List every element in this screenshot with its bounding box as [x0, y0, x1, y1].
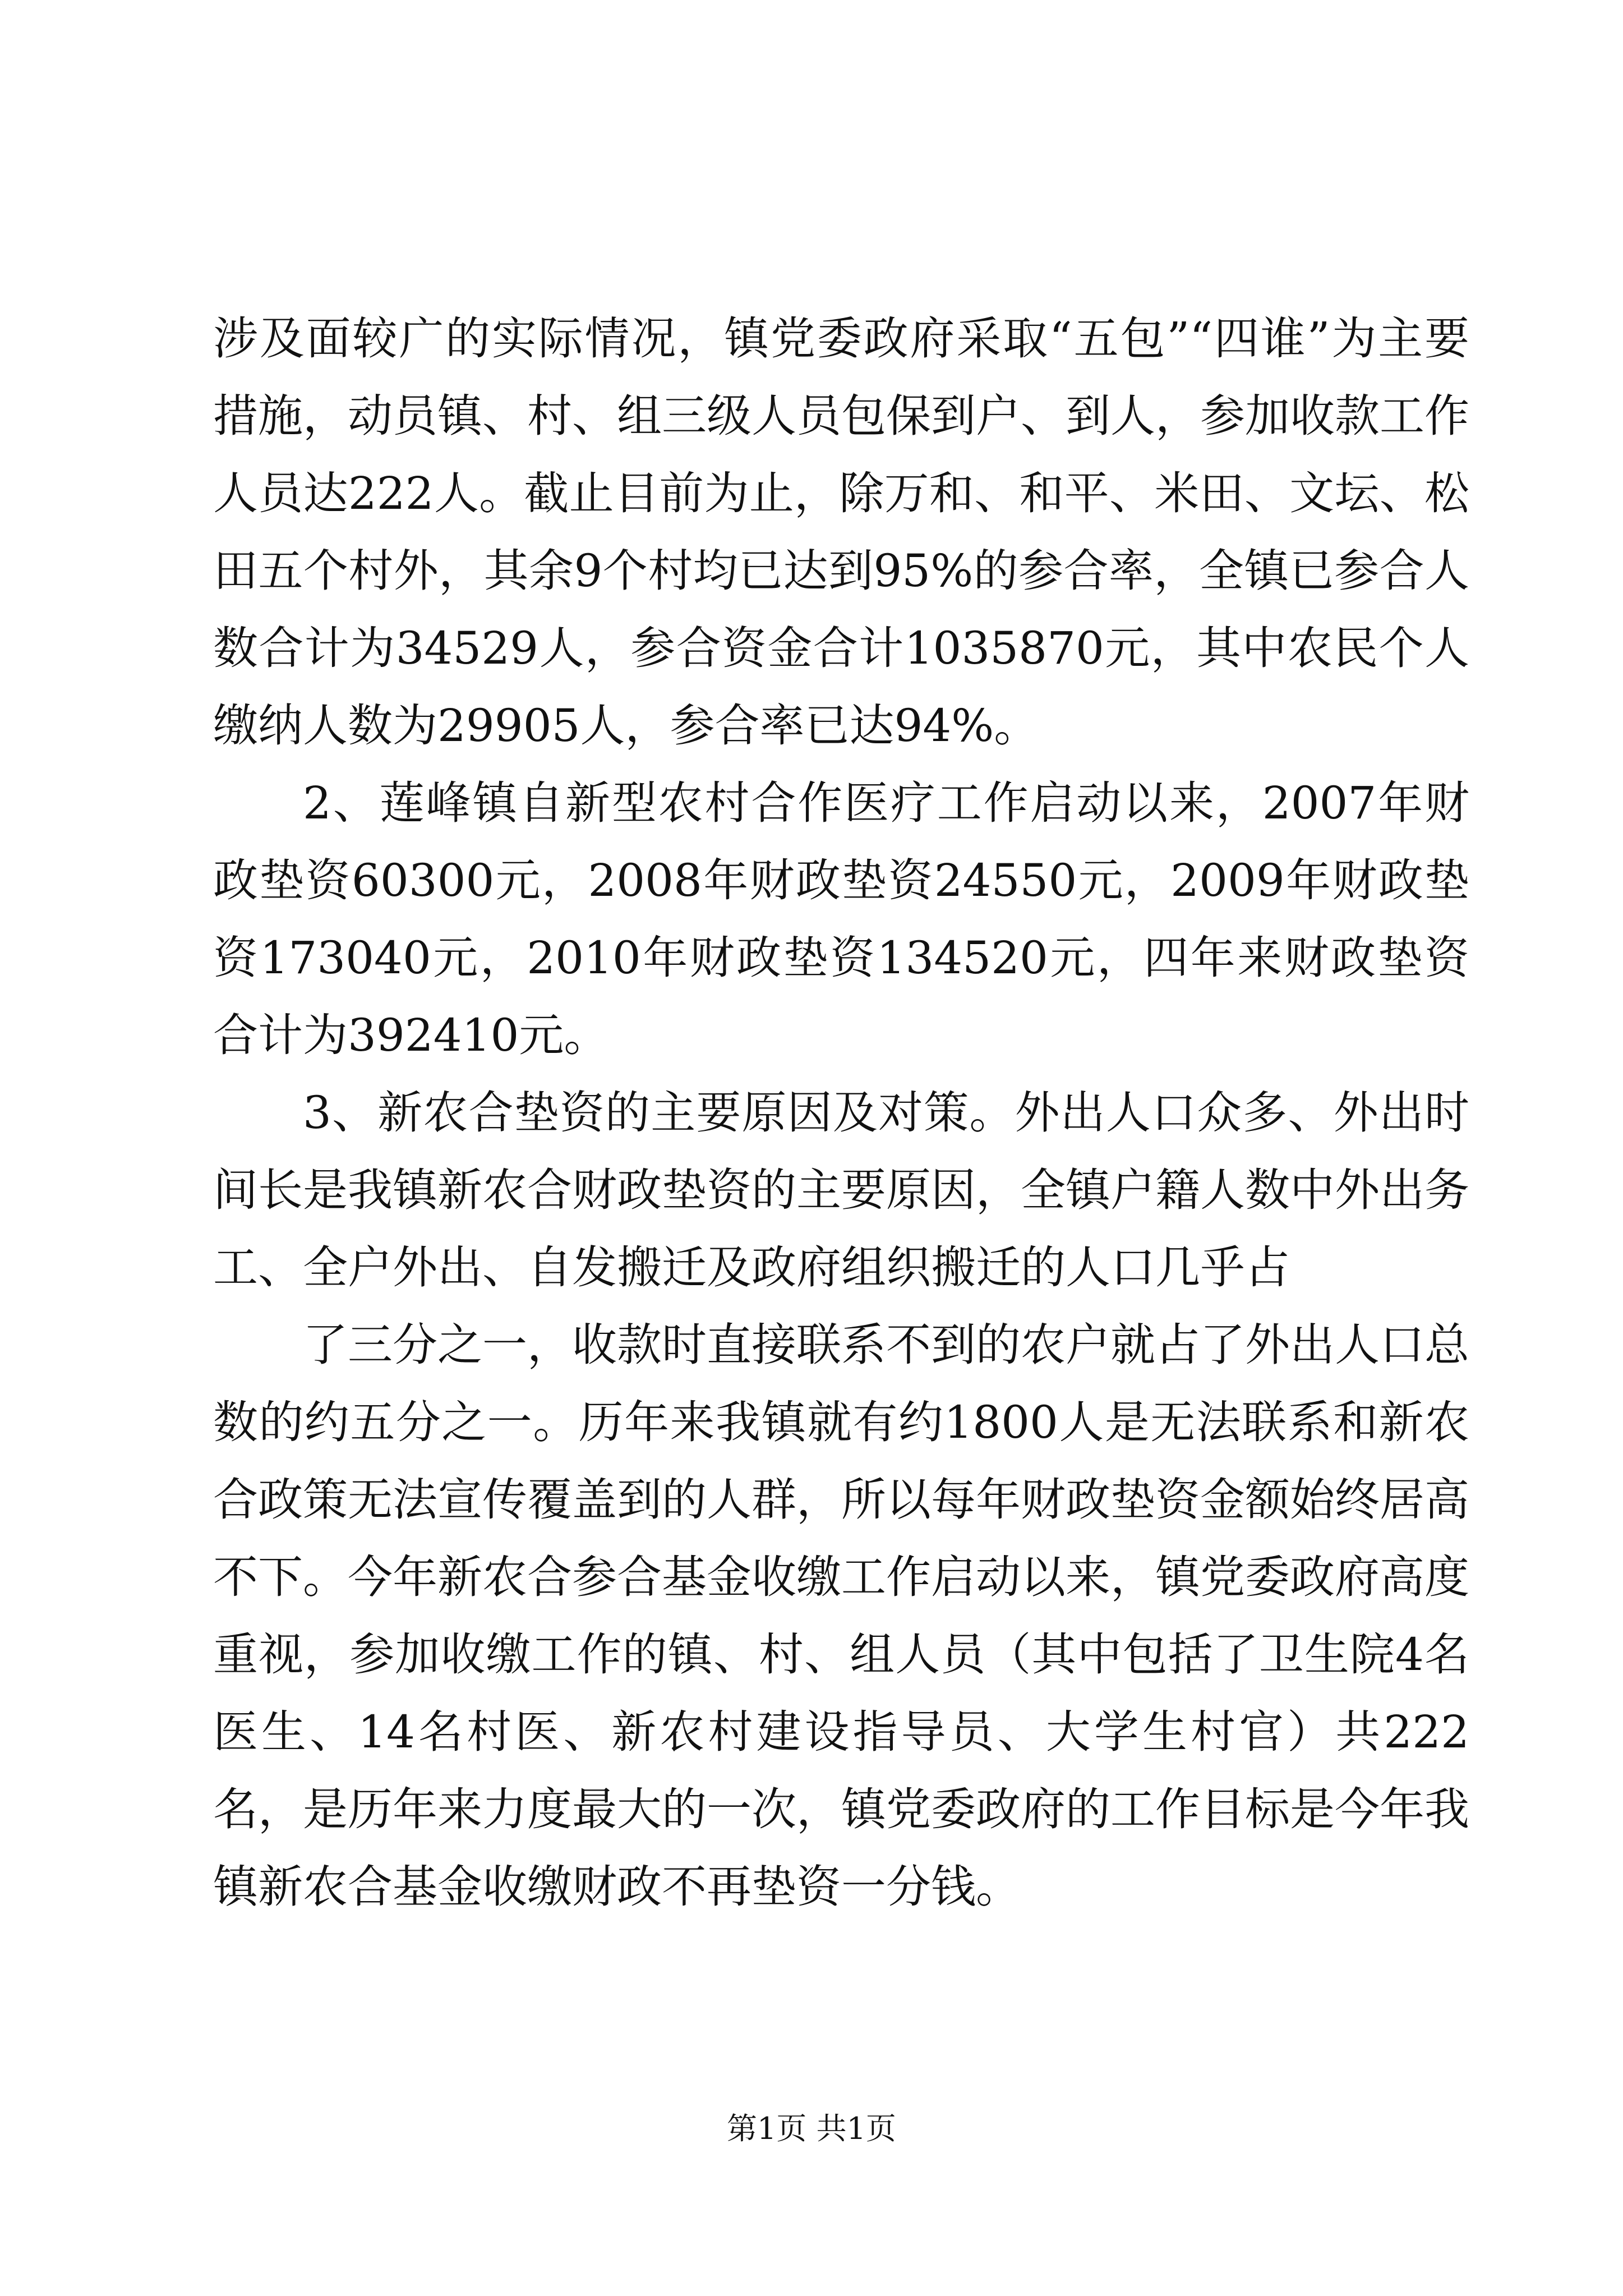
page-footer: 第1页 共1页	[727, 2111, 896, 2146]
paragraph-3: 3、新农合垫资的主要原因及对策。外出人口众多、外出时间长是我镇新农合财政垫资的主要原因，全镇户籍人数中外出务工、全户外出、自发搬迁及政府组织搬迁的人口几乎占	[213, 1087, 1469, 1294]
paragraph-2: 2、莲峰镇自新型农村合作医疗工作启动以来，2007年财政垫资60300元，2008年财政垫资24550元，2009年财政垫资173040元，2010年财政垫资134520元，四年来财政垫资合计为392410元。	[213, 777, 1469, 1061]
document-body	[213, 300, 1469, 1926]
paragraph-4: 了三分之一，收款时直接联系不到的农户就占了外出人口总数的约五分之一。历年来我镇就有约1800人是无法联系和新农合政策无法宣传覆盖到的人群，所以每年财政垫资金额始终居高不下。今年新农合参合基金收缴工作启动以来，镇党委政府高度重视，参加收缴工作的镇、村、组人员（其中包括了卫生院4名医生、14名村医、新农村建设指导员、大学生村官）共222名，是历年来力度最大的一次，镇党委政府的工作目标是今年我镇新农合基金收缴财政不再垫资一分钱。	[213, 1319, 1469, 1913]
paragraph-1: 涉及面较广的实际情况，镇党委政府采取“五包”“四谁”为主要措施，动员镇、村、组三级人员包保到户、到人，参加收款工作人员达222人。截止目前为止，除万和、和平、米田、文坛、松田五个村外，其余9个村均已达到95%的参合率，全镇已参合人数合计为34529人，参合资金合计1035870元，其中农民个人缴纳人数为29905人，参合率已达94%。	[213, 312, 1469, 752]
